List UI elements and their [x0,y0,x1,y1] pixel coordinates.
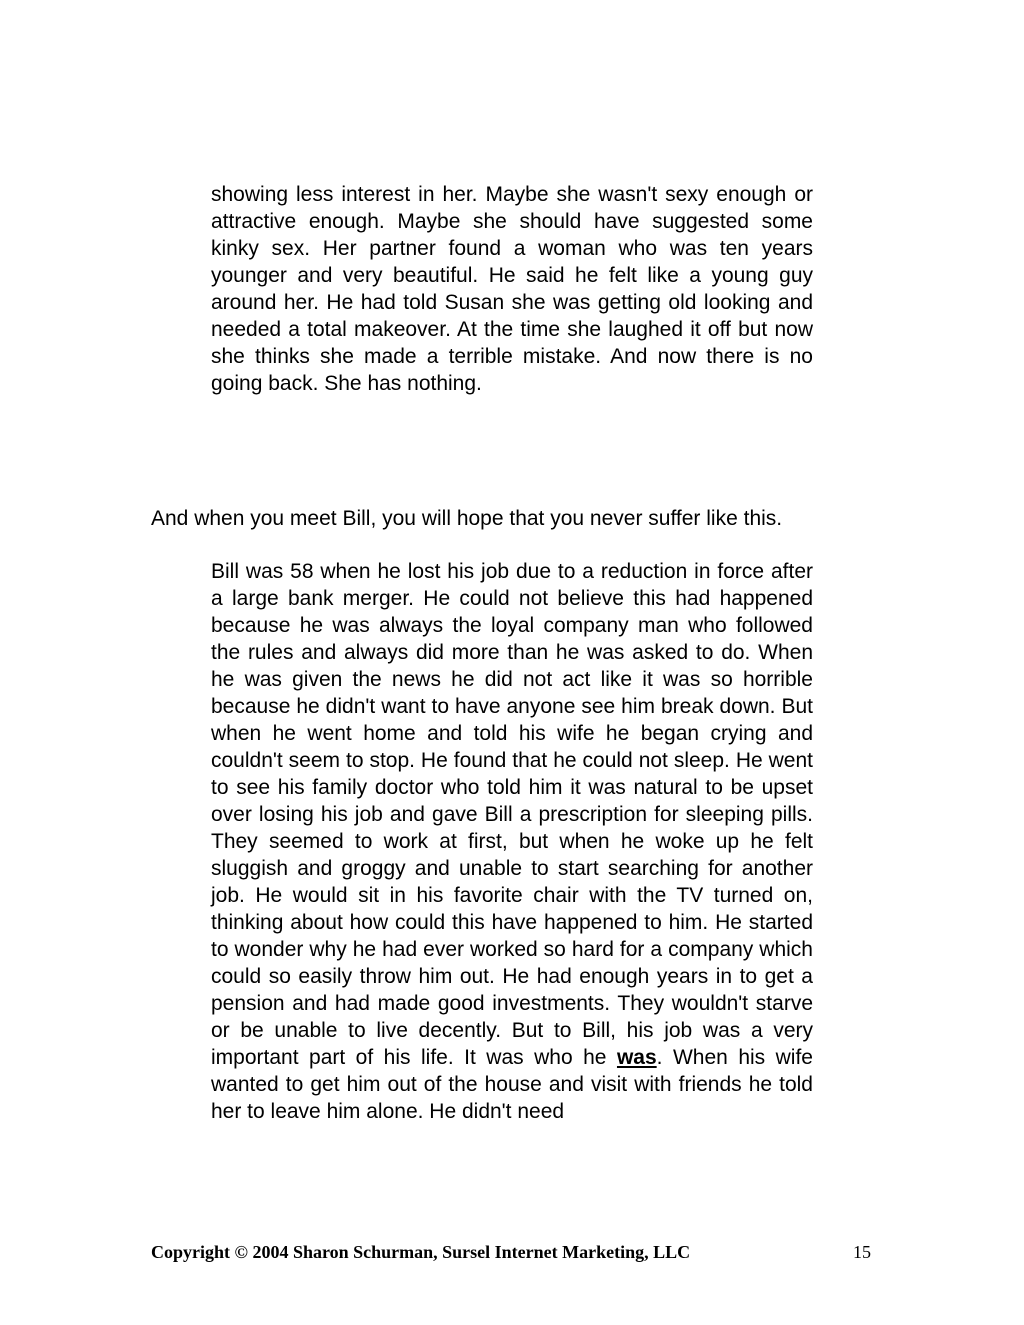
emphasized-word: was [616,1046,657,1069]
page-number: 15 [853,1242,871,1262]
bill-story-paragraph [211,558,813,1125]
bill-story-text-start: Bill was 58 when he lost his job due to a reduction in force after a large bank merger. He could not believe this had happened because he was always the loyal company man who followed the rules and always did more than he was asked to do. When he was given the news he did not act like it was so horrible because he didn't want to have anyone see him break down. But when he went home and told his wife he began crying and couldn't seem to stop. He found that he could not sleep. He went to see his family doctor who told him it was natural to be upset over losing his job and gave Bill a prescription for sleeping pills. They seemed to work at first, but when he woke up he felt sluggish and groggy and unable to start searching for another job. He would sit in his favorite chair with the TV turned on, thinking about how could this have happened to him. He started to wonder why he had ever worked so hard for a company which could so easily throw him out. He had enough years in to get a pension and had made good investments. They wouldn't starve or be unable to live decently. But to Bill, his job was a very important part of his life. It was who he [211,560,813,1069]
susan-story-paragraph: showing less interest in her. Maybe she wasn't sexy enough or attractive enough. Maybe she should have suggested some kinky sex. Her partner found a woman who was ten years younger and very beautiful. He said he felt like a young guy around her. He had told Susan she was getting old looking and needed a total makeover. At the time she laughed it off but now she thinks she made a terrible mistake. And now there is no going back. She has nothing. [211,183,813,395]
bill-intro-sentence: And when you meet Bill, you will hope that you never suffer like this. [151,507,783,530]
copyright-notice: Copyright © 2004 Sharon Schurman, Sursel Internet Marketing, LLC [151,1242,691,1262]
bill-story-text-end: . When his wife wanted to get him out of the house and visit with friends he told her to leave him alone. He didn't need [211,1046,813,1123]
